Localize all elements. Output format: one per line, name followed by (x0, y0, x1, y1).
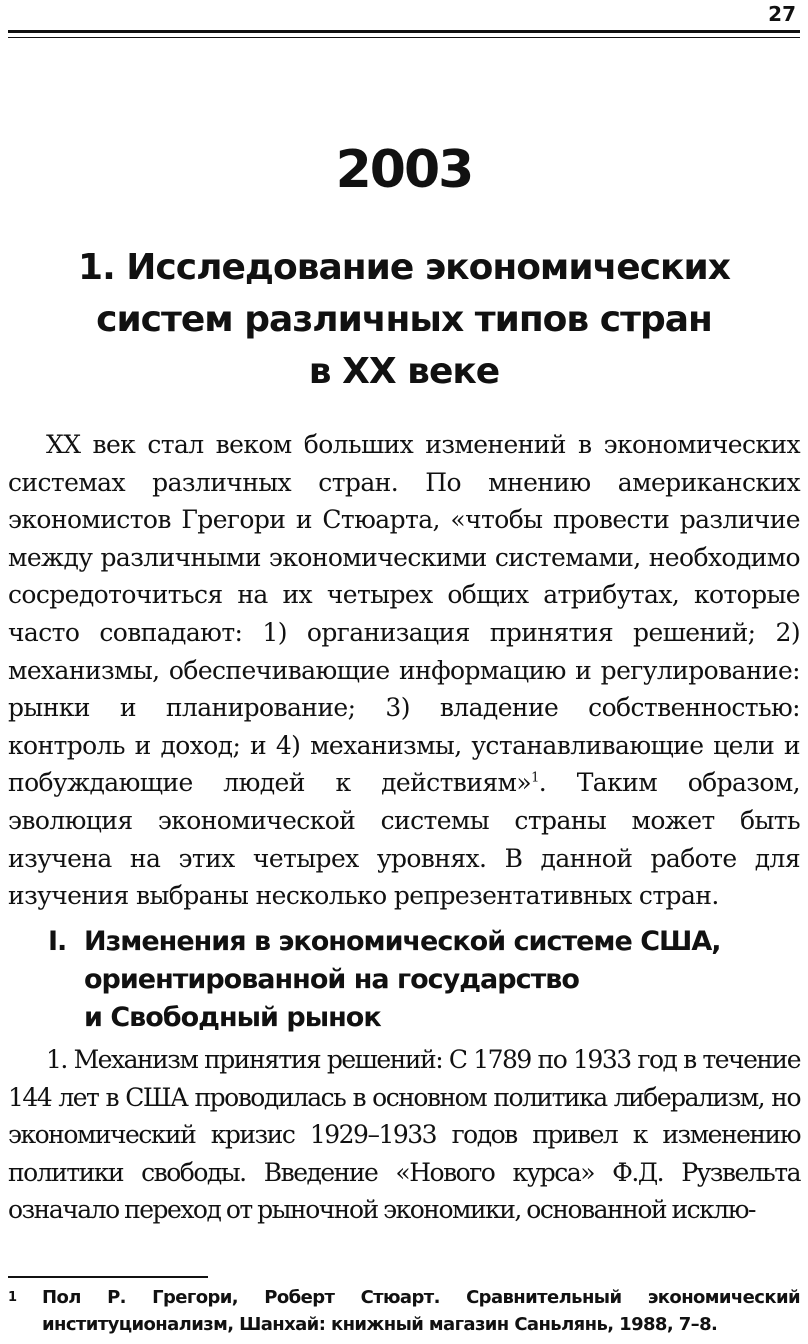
header-rule-thick (8, 30, 800, 33)
running-header (8, 0, 800, 44)
chapter-title (20, 242, 788, 398)
chapter-title-line: в XX веке (308, 351, 500, 392)
chapter-title-line: 1. Исследование экономических (78, 247, 730, 288)
decision-mechanism-paragraph: 1. Механизм принятия решений: С 1789 по 1933 год в течение 144 лет в США проводилась в основном политика либерализм, но экономический кризис 1929–1933 годов привел к изменению политики свободы. Введение «Нового курса» Ф.Д. Рузвельта означало переход от рыночной экономики, основанной исклю- (8, 1045, 800, 1225)
page-number: 27 (768, 2, 796, 26)
section-title-line: и Свободный рынок (84, 1002, 381, 1033)
footnote-separator (8, 1276, 208, 1278)
year-heading: 2003 (335, 140, 473, 200)
intro-text-continued: . Таким образом, эволюция экономической системы страны может быть изучена на этих четырех уровнях. В данной работе для изучения выбраны несколько репрезентативных стран. (8, 768, 800, 911)
intro-text: XX век стал веком больших изменений в экономических системах различных стран. По мнению американских экономистов Грегори и Стюарта, «чтобы провести различие между различными экономическими системами, необходимо сосредоточиться на их четырех общих атрибутах, которые часто совпадают: 1) организация принятия решений; 2) механизмы, обеспечивающие информацию и регулирование: рынки и планирование; 3) владение собственностью: контроль и доход; и 4) механизмы, устанавливающие цели и побуждающие людей к действиям» (8, 430, 800, 798)
header-rule-thin (8, 37, 800, 38)
section-title (84, 923, 798, 1037)
section-title-line: ориентированной на государство (84, 964, 579, 995)
section-number: I. (48, 926, 67, 957)
intro-paragraph (8, 426, 800, 915)
footnote-ref[interactable]: 1 (531, 771, 539, 787)
footnote-number: 1 (8, 1290, 17, 1305)
section-title-line: Изменения в экономической системе США, (84, 926, 721, 957)
footnote-text: Пол Р. Грегори, Роберт Стюарт. Сравнительный экономический институционализм, Шанхай: книжный магазин Саньлянь, 1988, 7–8. (42, 1287, 800, 1335)
chapter-title-line: систем различных типов стран (96, 299, 712, 340)
